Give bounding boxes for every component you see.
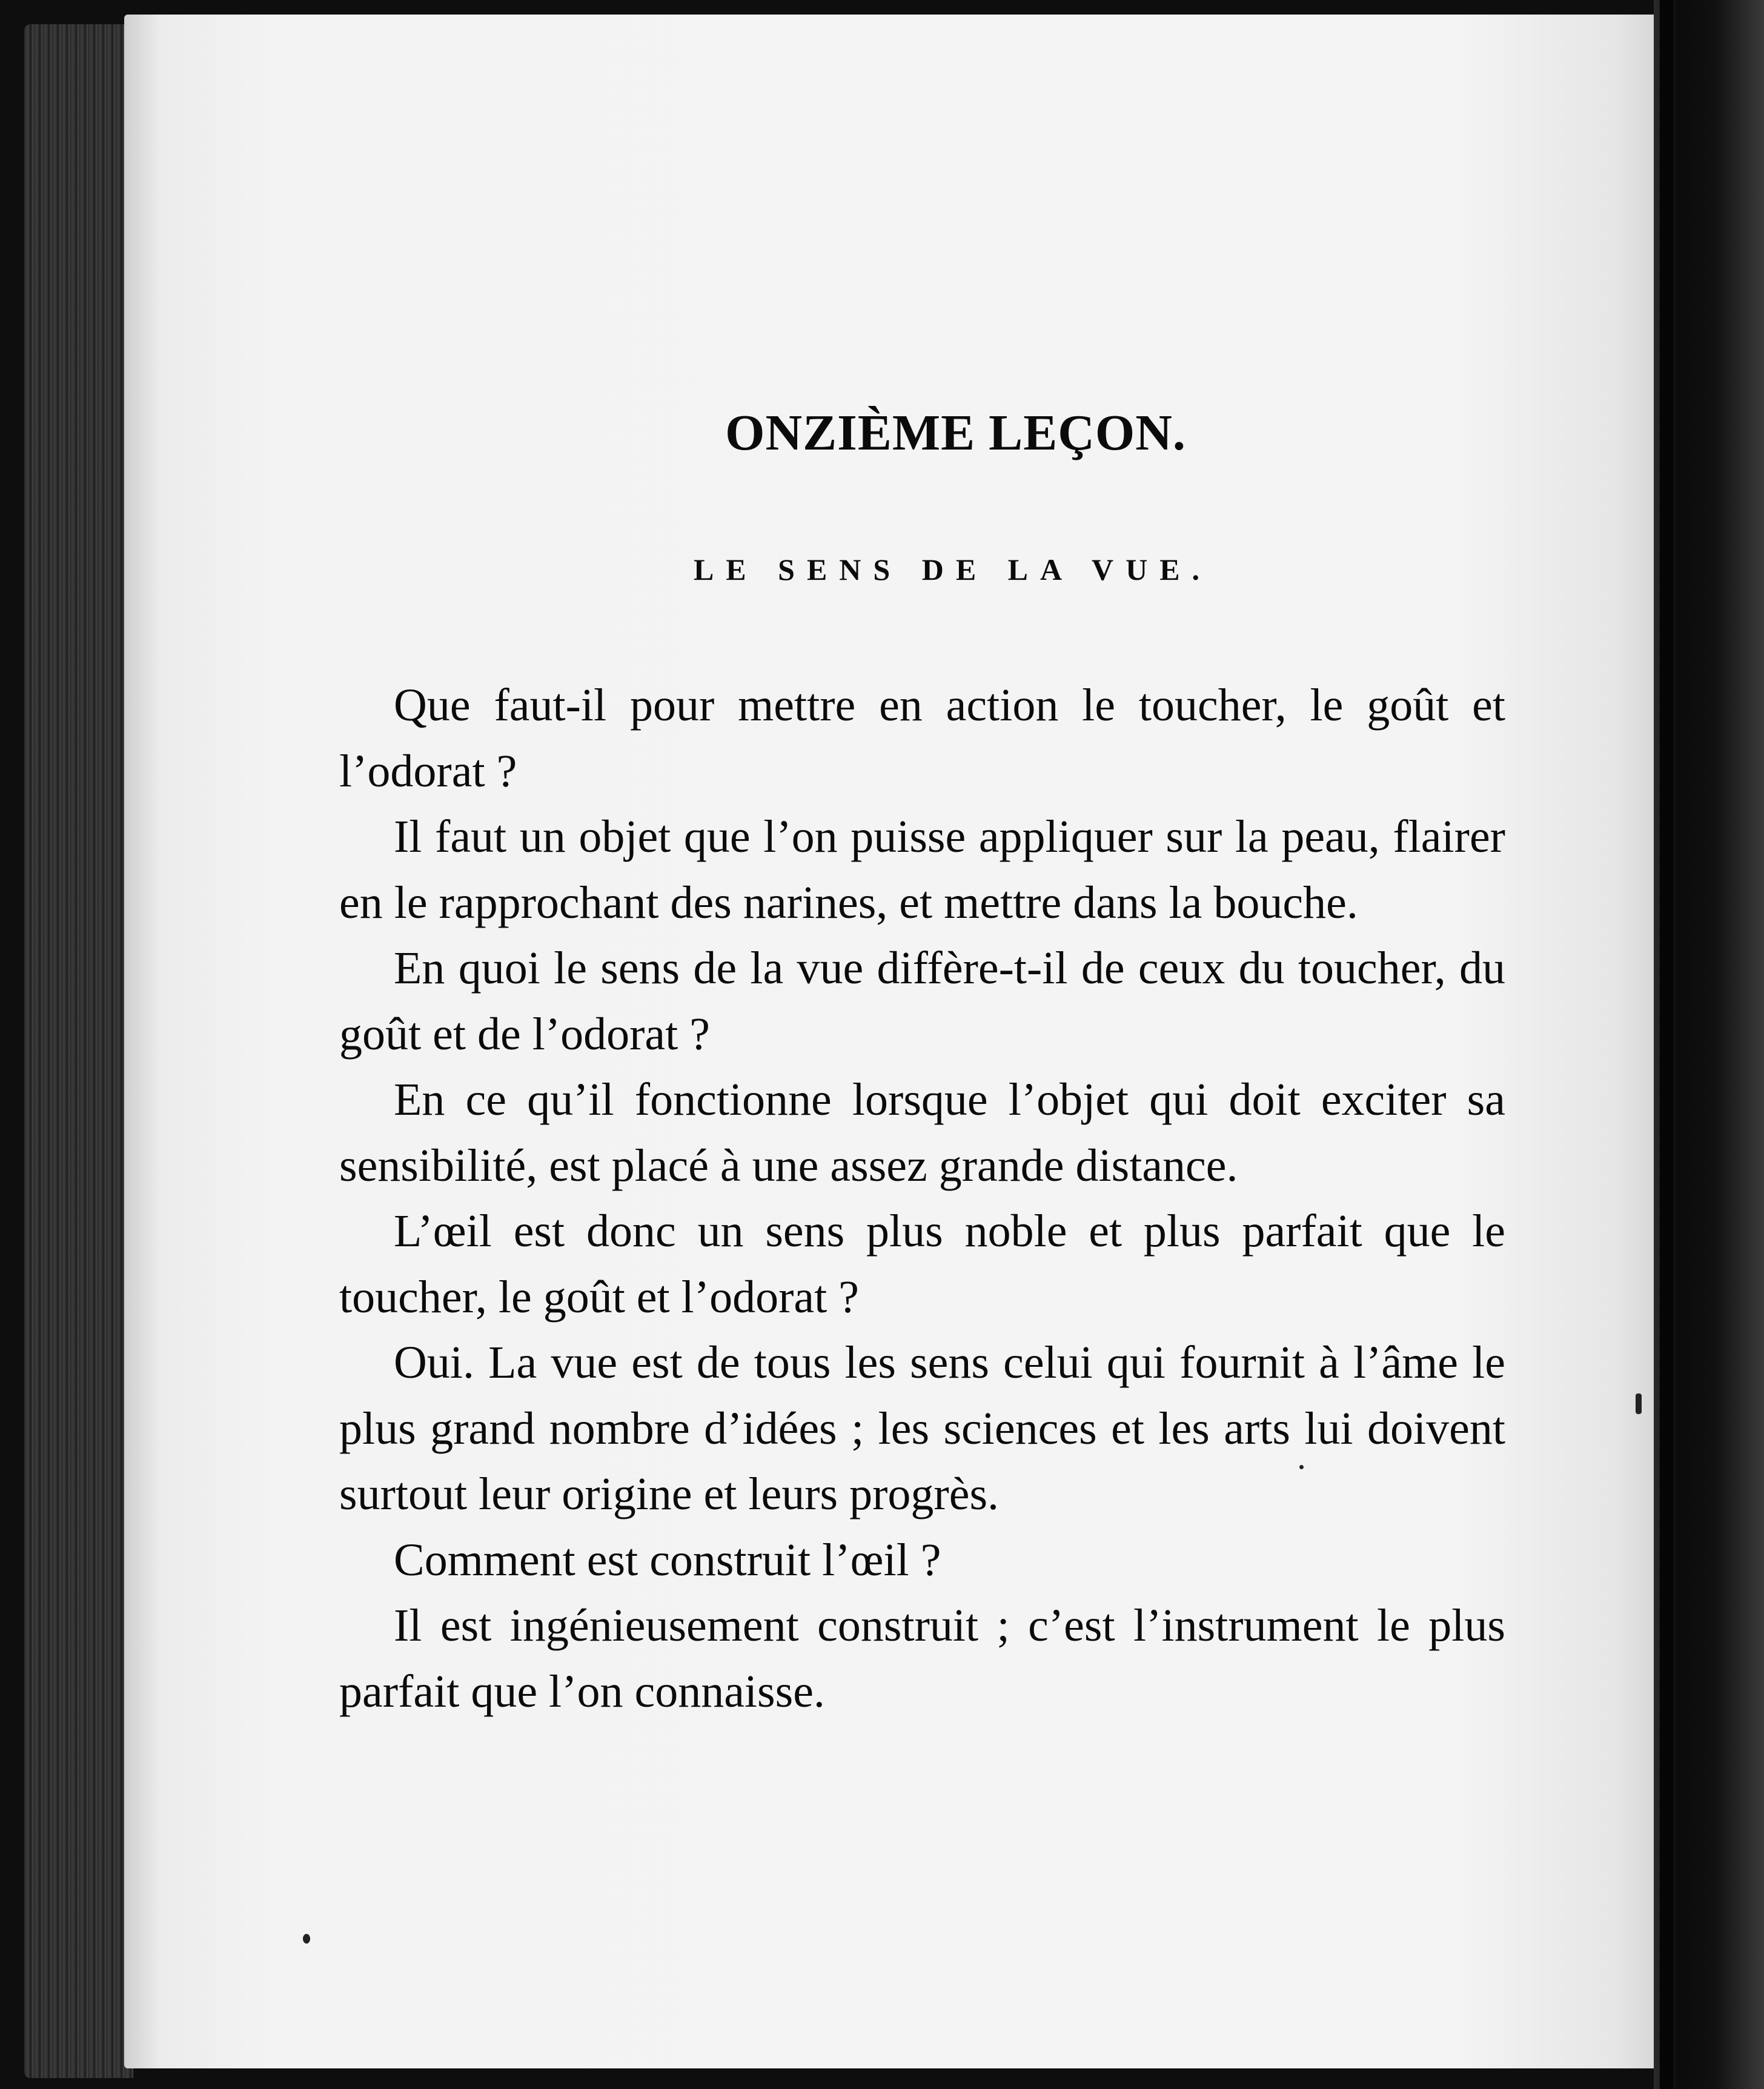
lesson-body: [339, 673, 1505, 1724]
paragraph-answer-2: En ce qu’il fonctionne lorsque l’objet qui doit exciter sa sensibilité, est placé à une assez grande distance.: [339, 1074, 1505, 1191]
paragraph-question-1: Que faut-il pour mettre en action le toucher, le goût et l’odorat ?: [339, 680, 1505, 797]
book-fore-edge: [24, 24, 133, 2078]
ink-speck: [1299, 1465, 1304, 1469]
paragraph-question-2: En quoi le sens de la vue diffère-t-il de ceux du toucher, du goût et de l’odorat ?: [339, 943, 1505, 1060]
paragraph-answer-4: Il est ingénieusement construit ; c’est l’instrument le plus parfait que l’on connaisse.: [339, 1600, 1505, 1717]
paragraph-answer-1: Il faut un objet que l’on puisse appliquer sur la peau, flairer en le rapprochant des narines, et mettre dans la bouche.: [339, 811, 1505, 928]
ink-speck: [1636, 1393, 1642, 1414]
lesson-title: ONZIÈME LEÇON.: [725, 405, 1186, 461]
paragraph-question-4: Comment est construit l’œil ?: [394, 1534, 941, 1586]
gutter-shadow: [1660, 0, 1673, 2089]
ink-speck: [303, 1934, 310, 1944]
paragraph-answer-3: Oui. La vue est de tous les sens celui qui fournit à l’âme le plus grand nombre d’idées ; les sciences et les arts lui doivent surtout leur origine et leurs progrès.: [339, 1337, 1505, 1519]
paragraph-question-3: L’œil est donc un sens plus noble et plus parfait que le toucher, le goût et l’odorat ?: [339, 1206, 1505, 1323]
lesson-subtitle: LE SENS DE LA VUE.: [693, 553, 1212, 586]
page-content: [339, 400, 1505, 1724]
